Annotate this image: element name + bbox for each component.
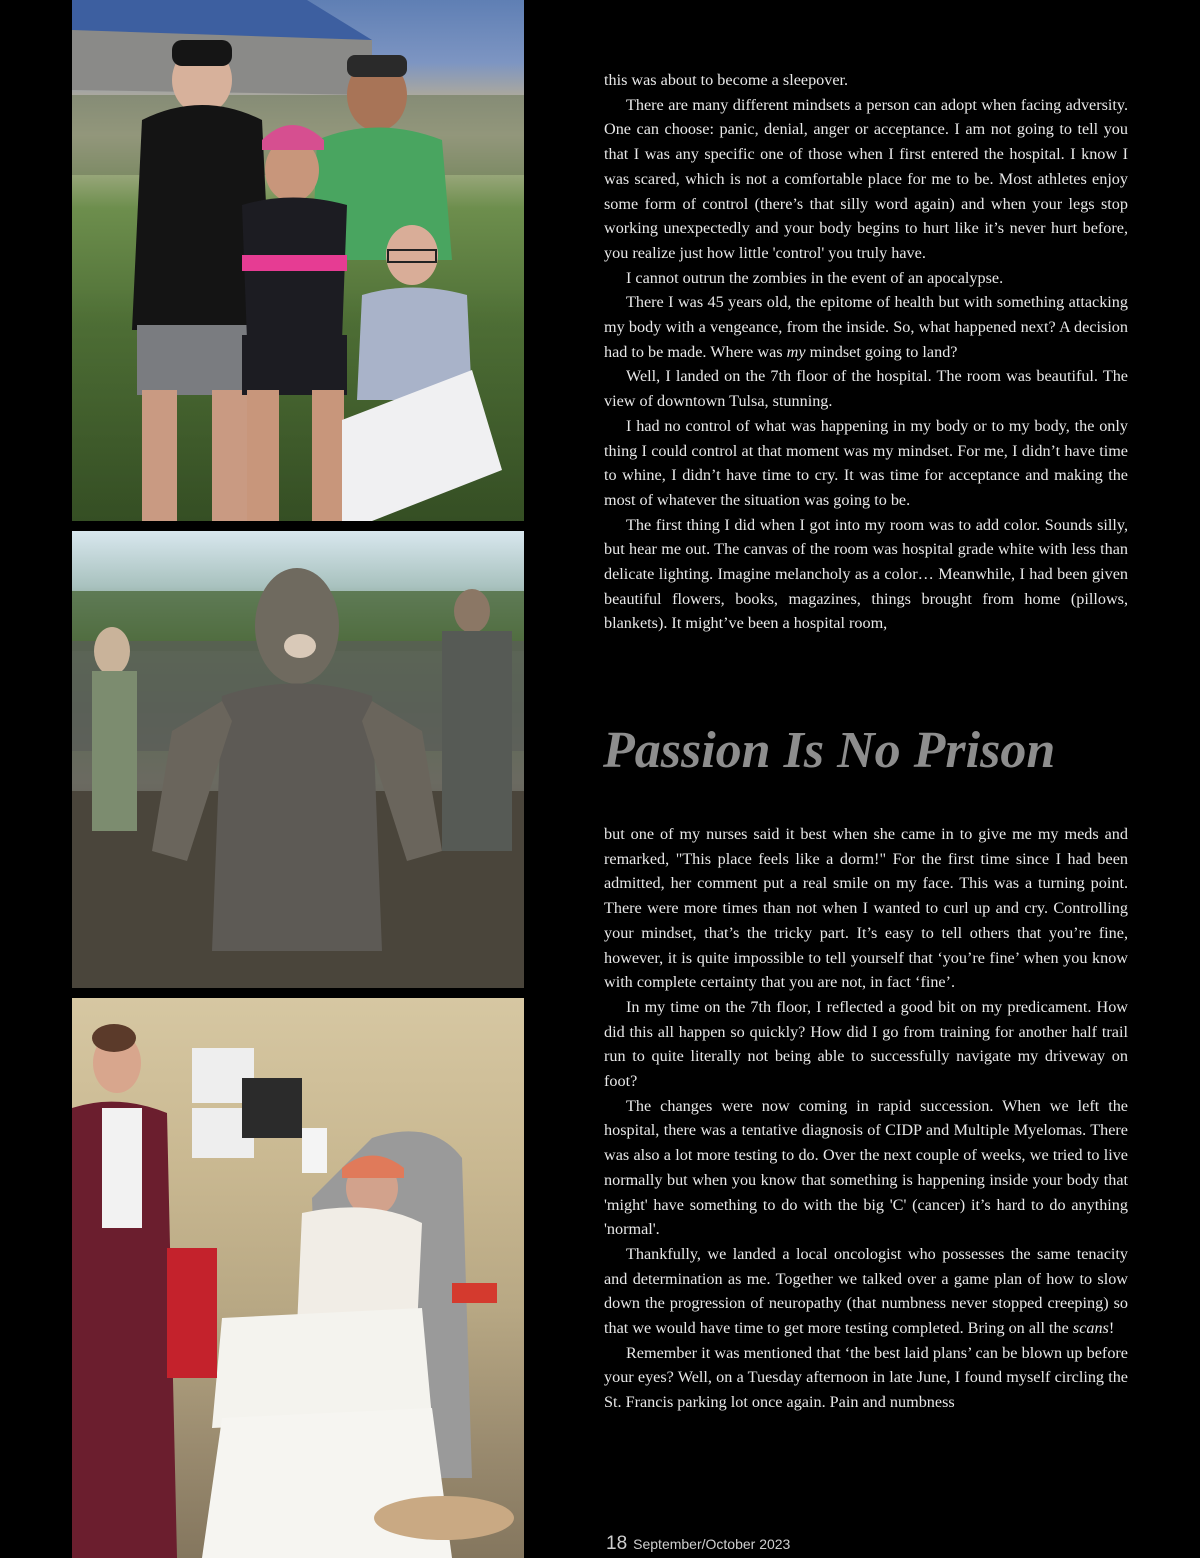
issue-date: September/October 2023: [633, 1536, 791, 1552]
paragraph: I cannot outrun the zombies in the event of an apocalypse.: [626, 268, 1004, 287]
paragraph: but one of my nurses said it best when she came in to give me my meds and remarked, "This place feels like a dorm!" For the first time since I had been admitted, her comment put a real smile on my face. This was a turning point. There were more times than not when I wanted to curl up and cry. Controlling your mindset, that’s the tricky part. It’s easy to tell others that you’re fine, however, it is quite impossible to tell yourself that ‘you’re fine’ when you know with complete certainty that you are not, in fact ‘fine’.: [604, 825, 1128, 992]
infusion-room-photo: [72, 998, 524, 1558]
paragraph: this was about to become a sleepover.: [604, 71, 849, 89]
page-number: 18: [606, 1533, 628, 1554]
paragraph: Thankfully, we landed a local oncologist who possesses the same tenacity and determination as me. Together we talked over a game plan of how to slow down the progression of neuropathy (that numbness never stopped creeping) so that we would have time to get more testing completed. Bring on all the scans!: [604, 1244, 1128, 1338]
article-column-top: [604, 68, 1128, 636]
mud-run-photo: [72, 531, 524, 988]
paragraph: The changes were now coming in rapid succession. When we left the hospital, there was a tentative diagnosis of CIDP and Multiple Myelomas. There was also a lot more testing to do. Over the next couple of weeks, we tried to live normally but when you know that something is happening inside your body that 'might' have something to do with the big 'C' (cancer) it’s hard to do anything 'normal'.: [604, 1096, 1128, 1239]
paragraph: The first thing I did when I got into my room was to add color. Sounds silly, but hear me out. The canvas of the room was hospital grade white with less than delicate lighting. Imagine melancholy as a color… Meanwhile, I had been given beautiful flowers, books, magazines, things brought from home (pillows, blankets). It might’ve been a hospital room,: [604, 515, 1128, 633]
page-footer: [606, 1533, 790, 1555]
paragraph: I had no control of what was happening in my body or to my body, the only thing I could control at that moment was my mindset. For me, I didn’t have time to whine, I didn’t have time to cry. It was time for acceptance and making the most of whatever the situation was going to be.: [604, 416, 1128, 509]
paragraph: Remember it was mentioned that ‘the best laid plans’ can be blown up before your eyes? Well, on a Tuesday afternoon in late June, I found myself circling the St. Francis parking lot once again. Pain and numbness: [604, 1343, 1128, 1412]
paragraph: In my time on the 7th floor, I reflected a good bit on my predicament. How did this all happen so quickly? How did I go from training for another half trail run to quite literally not being able to successfully navigate my driveway on foot?: [604, 997, 1128, 1091]
article-column-bottom: [604, 822, 1128, 1415]
pull-title: Passion Is No Prison: [603, 722, 1056, 779]
paragraph: There I was 45 years old, the epitome of health but with something attacking my body with a vengeance, from the inside. So, what happened next? A decision had to be made. Where was my mindset going to land?: [604, 293, 1128, 361]
paragraph: Well, I landed on the 7th floor of the hospital. The room was beautiful. The view of downtown Tulsa, stunning.: [604, 367, 1128, 411]
paragraph: There are many different mindsets a person can adopt when facing adversity. One can choose: panic, denial, anger or acceptance. I am not going to tell you that I was any specific one of those when I first entered the hospital. I know I was scared, which is not a comfortable place for me to be. Most athletes enjoy some form of control (there’s that silly word again) and when your legs stop working unexpectedly and your body begins to hurt like it’s never hurt before, you realize just how little 'control' you truly have.: [604, 95, 1128, 262]
race-group-photo: [72, 0, 524, 521]
